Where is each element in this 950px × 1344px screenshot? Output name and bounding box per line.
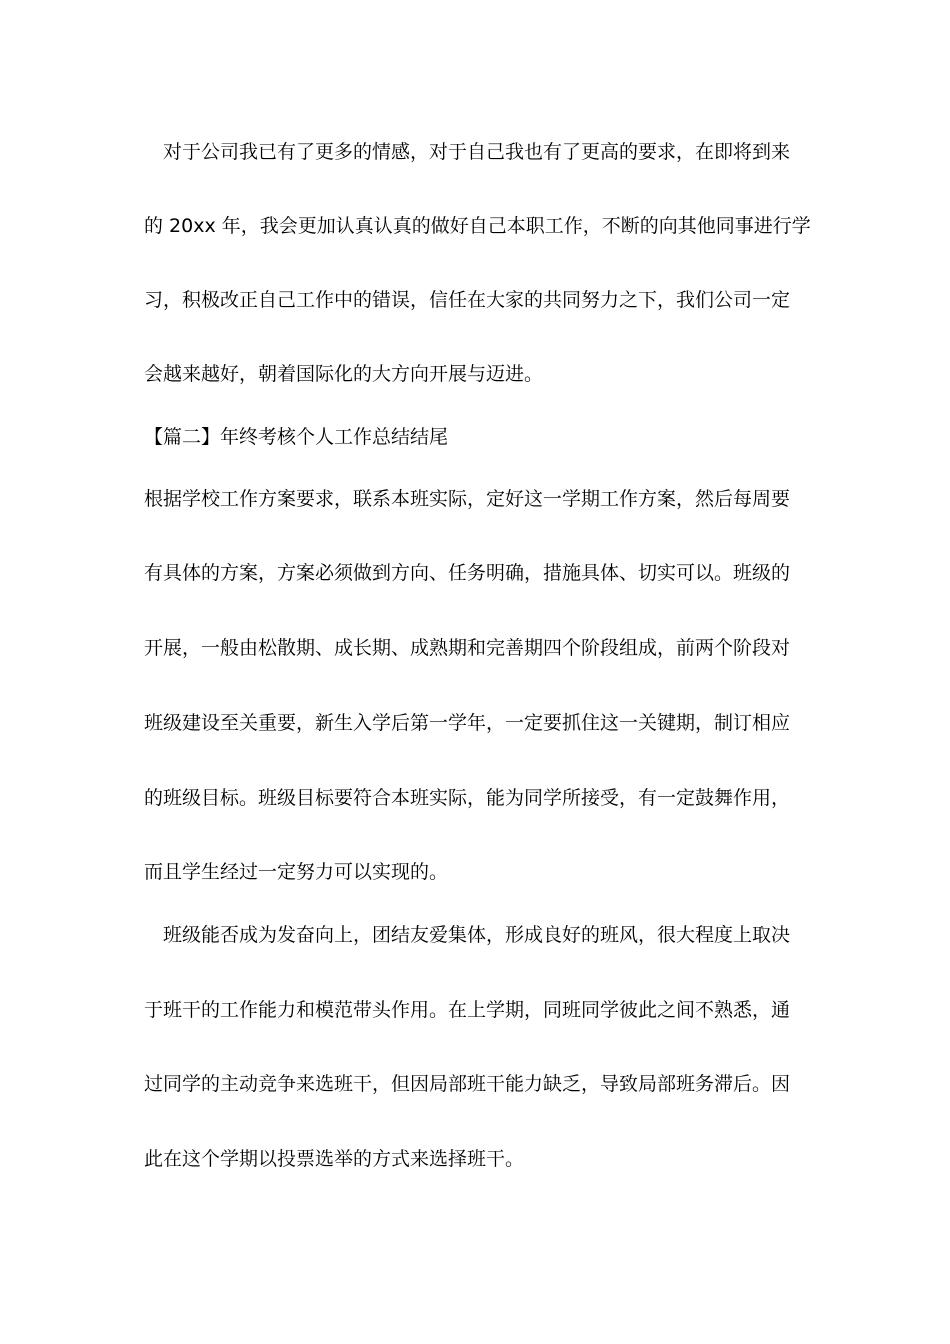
paragraph-3-line-4: 此在这个学期以投票选举的方式来选择班干。 <box>144 1148 525 1170</box>
paragraph-2-line-1: 根据学校工作方案要求，联系本班实际，定好这一学期工作方案，然后每周要 <box>144 488 791 510</box>
paragraph-1-line-3: 习，积极改正自己工作中的错误，信任在大家的共同努力之下，我们公司一定 <box>144 289 791 311</box>
paragraph-2-line-3: 开展，一般由松散期、成长期、成熟期和完善期四个阶段组成，前两个阶段对 <box>144 637 791 659</box>
paragraph-2-line-2: 有具体的方案，方案必须做到方向、任务明确，措施具体、切实可以。班级的 <box>144 562 791 584</box>
paragraph-3-line-1: 班级能否成为发奋向上，团结友爱集体，形成良好的班风，很大程度上取决 <box>144 924 791 946</box>
paragraph-2-line-4: 班级建设至关重要，新生入学后第一学年，一定要抓住这一关键期，制订相应 <box>144 712 791 734</box>
paragraph-1-line-2: 的 20xx 年，我会更加认真认真的做好自己本职工作，不断的向其他同事进行学 <box>144 215 811 237</box>
paragraph-2-line-5: 的班级目标。班级目标要符合本班实际，能为同学所接受，有一定鼓舞作用， <box>144 787 791 809</box>
paragraph-2-line-6: 而且学生经过一定努力可以实现的。 <box>144 861 449 883</box>
paragraph-1-line-1: 对于公司我已有了更多的情感，对于自己我也有了更高的要求，在即将到来 <box>144 141 791 163</box>
paragraph-3-line-3: 过同学的主动竞争来选班干，但因局部班干能力缺乏，导致局部班务滞后。因 <box>144 1073 791 1095</box>
paragraph-1-line-4: 会越来越好，朝着国际化的大方向开展与迈进。 <box>144 363 544 385</box>
section-heading: 【篇二】年终考核个人工作总结结尾 <box>144 426 449 448</box>
paragraph-3-line-2: 于班干的工作能力和模范带头作用。在上学期，同班同学彼此之间不熟悉，通 <box>144 999 791 1021</box>
